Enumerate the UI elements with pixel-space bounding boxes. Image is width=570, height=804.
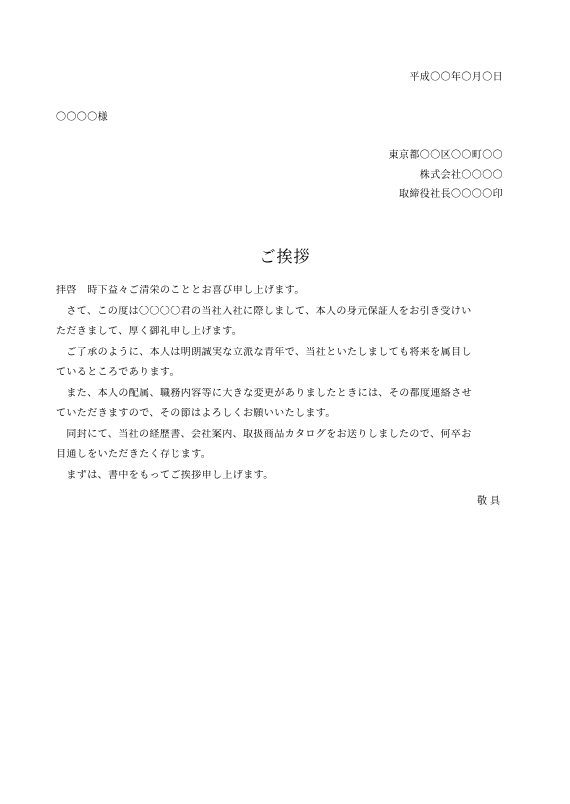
letter-body: [56, 285, 508, 490]
letter-title: ご挨拶: [259, 247, 311, 266]
body-line: 目通しをいただきたく存じます。: [56, 449, 212, 460]
body-line: まずは、書中をもってご挨拶申し上げます。: [56, 469, 274, 481]
recipient-name: 〇〇〇〇様: [56, 112, 108, 123]
body-line: 拝啓 時下益々ご清栄のこととお喜び申し上げます。: [56, 285, 305, 296]
body-line: また、本人の配属、職務内容等に大きな変更がありましたときには、その都度連絡させ: [56, 387, 472, 399]
sender-representative: 取締役社長〇〇〇〇印: [399, 189, 503, 200]
body-line: ご了承のように、本人は明朗誠実な立派な青年で、当社といたしましても将来を属目し: [56, 346, 472, 358]
sender-company: 株式会社〇〇〇〇: [419, 170, 503, 181]
body-line: ただきまして、厚く御礼申し上げます。: [56, 326, 243, 337]
sender-address: 東京都〇〇区〇〇町〇〇: [388, 150, 503, 161]
body-line: さて、この度は〇〇〇〇君の当社入社に際しまして、本人の身元保証人をお引き受けい: [56, 305, 472, 317]
body-line: ていただきますので、その節はよろしくお願いいたします。: [56, 408, 336, 419]
body-line: ているところであります。: [56, 367, 180, 378]
closing-phrase: 敬具: [477, 496, 503, 507]
letter-date: 平成〇〇年〇月〇日: [409, 72, 503, 83]
body-line: 同封にて、当社の経歴書、会社案内、取扱商品カタログをお送りしましたので、何卒お: [56, 428, 472, 440]
